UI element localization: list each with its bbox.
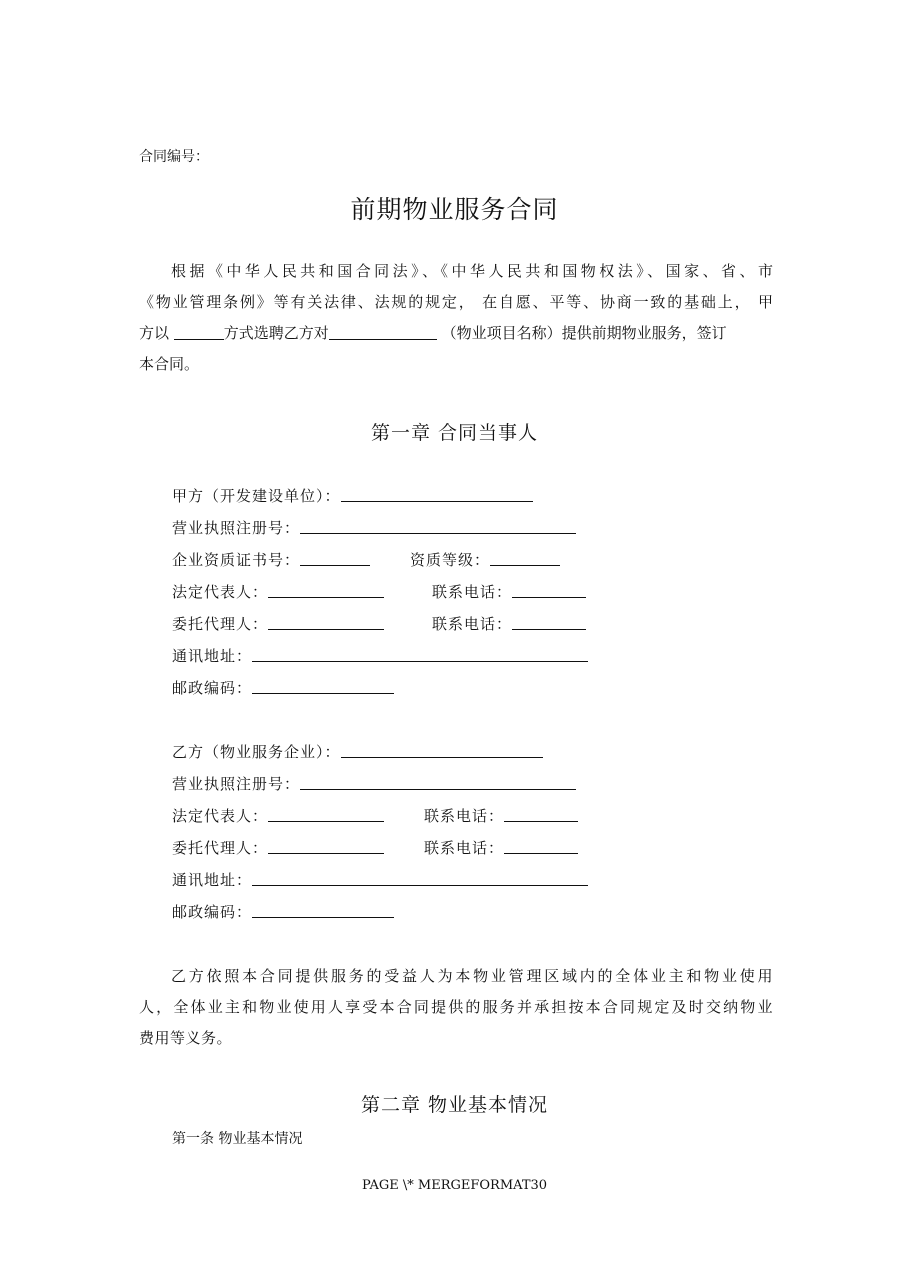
preamble-line-4: 本合同。 — [139, 355, 200, 373]
chapter-1-title: 第一章 合同当事人 — [370, 422, 539, 444]
party-b-legal-rep-phone-label: 联系电话： — [424, 807, 505, 825]
preamble-line-1: 根据《中华人民共和国合同法》、《中华人民共和国物权法》、国家、省、市 — [171, 262, 773, 280]
preamble-line-3a: 方以 — [139, 324, 174, 342]
party-b-agent-phone-label: 联系电话： — [424, 839, 505, 857]
party-a-license-blank[interactable] — [300, 519, 576, 534]
party-a-address-label: 通讯地址： — [172, 647, 253, 665]
preamble-paragraph — [139, 256, 773, 380]
party-b-agent-label: 委托代理人： — [172, 839, 269, 857]
party-b-legal-rep-row — [172, 806, 505, 826]
selection-method-blank[interactable] — [174, 323, 224, 340]
party-a-license-row — [172, 518, 576, 538]
party-b-license-row — [172, 774, 576, 794]
document-title: 前期物业服务合同 — [350, 195, 559, 224]
beneficiary-paragraph — [139, 961, 773, 1054]
property-project-blank[interactable] — [329, 323, 437, 340]
party-a-agent-blank[interactable] — [268, 615, 384, 630]
party-a-legal-rep-phone-blank[interactable] — [512, 583, 586, 598]
party-a-qualification-grade-blank[interactable] — [490, 551, 560, 566]
party-b-agent-blank[interactable] — [268, 839, 384, 854]
party-a-legal-rep-label: 法定代表人： — [172, 583, 269, 601]
party-a-license-label: 营业执照注册号： — [172, 519, 301, 537]
article-1-heading: 第一条 物业基本情况 — [172, 1131, 303, 1147]
party-b-postcode-label: 邮政编码： — [172, 903, 253, 921]
party-a-postcode-row — [172, 678, 394, 698]
party-b-heading-row — [172, 742, 543, 762]
party-b-address-label: 通讯地址： — [172, 871, 253, 889]
party-b-address-blank[interactable] — [252, 871, 588, 886]
party-a-agent-phone-label: 联系电话： — [432, 615, 513, 633]
party-b-legal-rep-blank[interactable] — [268, 807, 384, 822]
party-b-heading: 乙方（物业服务企业）： — [172, 743, 341, 761]
party-a-legal-rep-phone-label: 联系电话： — [432, 583, 513, 601]
party-a-postcode-label: 邮政编码： — [172, 679, 253, 697]
party-b-address-row — [172, 870, 588, 890]
party-b-license-label: 营业执照注册号： — [172, 775, 301, 793]
chapter-2-title: 第二章 物业基本情况 — [360, 1094, 549, 1116]
party-b-postcode-row — [172, 902, 394, 922]
contract-number-label: 合同编号： — [139, 149, 209, 165]
party-a-name-blank[interactable] — [341, 487, 533, 502]
beneficiary-line-1: 乙方依照本合同提供服务的受益人为本物业管理区域内的全体业主和物业使用 — [171, 967, 773, 985]
beneficiary-line-2: 人，全体业主和物业使用人享受本合同提供的服务并承担按本合同规定及时交纳物业 — [139, 998, 773, 1016]
party-a-qualification-cert-label: 企业资质证书号： — [172, 551, 301, 569]
party-b-agent-phone-blank[interactable] — [504, 839, 578, 854]
party-a-heading: 甲方（开发建设单位）： — [172, 487, 341, 505]
page-number-field: PAGE \* MERGEFORMAT30 — [361, 1178, 548, 1193]
party-a-legal-rep-row — [172, 582, 513, 602]
party-a-heading-row — [172, 486, 533, 506]
party-b-name-blank[interactable] — [341, 743, 543, 758]
party-a-legal-rep-blank[interactable] — [268, 583, 384, 598]
party-a-qualification-row — [172, 550, 491, 570]
party-a-agent-label: 委托代理人： — [172, 615, 269, 633]
beneficiary-line-3: 费用等义务。 — [139, 1029, 233, 1047]
party-a-address-blank[interactable] — [252, 647, 588, 662]
party-b-agent-row — [172, 838, 505, 858]
party-a-agent-row — [172, 614, 513, 634]
preamble-line-3c: （物业项目名称）提供前期物业服务，签订 — [436, 324, 727, 342]
party-a-address-row — [172, 646, 588, 666]
party-a-qualification-grade-label: 资质等级： — [410, 551, 491, 569]
party-b-legal-rep-phone-blank[interactable] — [504, 807, 578, 822]
party-b-legal-rep-label: 法定代表人： — [172, 807, 269, 825]
party-a-agent-phone-blank[interactable] — [512, 615, 586, 630]
preamble-line-3 — [139, 318, 773, 349]
party-b-license-blank[interactable] — [300, 775, 576, 790]
party-b-postcode-blank[interactable] — [252, 903, 394, 918]
preamble-line-3b: 方式选聘乙方对 — [223, 324, 329, 342]
party-a-postcode-blank[interactable] — [252, 679, 394, 694]
preamble-line-2: 《物业管理条例》等有关法律、法规的规定， 在自愿、平等、协商一致的基础上， 甲 — [139, 293, 773, 311]
party-a-qualification-cert-blank[interactable] — [300, 551, 370, 566]
